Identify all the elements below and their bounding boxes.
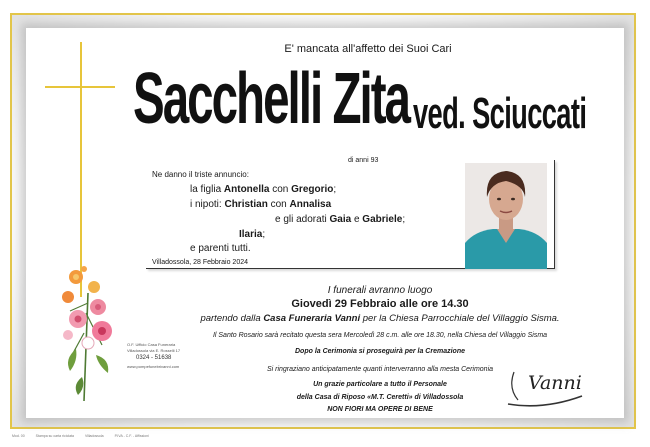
- footer-item: Stampa su carta riciclata: [35, 434, 74, 438]
- special-thanks-line1: Un grazie particolare a tutto il Personale: [313, 381, 447, 388]
- agency-office: O.F. Ufficio Casa Funeraria: [127, 342, 176, 347]
- age-text: di anni 93: [348, 157, 379, 164]
- family-name: Gregorio: [291, 184, 334, 195]
- family-line: [190, 243, 251, 254]
- family-text: con: [269, 184, 292, 195]
- no-flowers-notice: NON FIORI MA OPERE DI BENE: [327, 406, 433, 413]
- portrait-illustration: [465, 163, 547, 269]
- intro-text: E' mancata all'affetto dei Suoi Cari: [284, 43, 452, 55]
- family-line: [190, 184, 336, 195]
- agency-address: Villadossola via E. Rosselli 17: [127, 348, 181, 353]
- flowers-icon: [58, 263, 120, 403]
- family-text: e: [351, 214, 363, 225]
- agency-phone: 0324 - 51638: [136, 355, 172, 361]
- funeral-home-name: Casa Funeraria Vanni: [263, 313, 361, 324]
- funeral-intro: I funerali avranno luogo: [327, 285, 433, 296]
- special-thanks-line2: della Casa di Riposo «M.T. Ceretti» di Villadossola: [296, 394, 464, 401]
- cremation-notice: Dopo la Cerimonia si proseguirà per la Cremazione: [295, 348, 465, 355]
- cross-vertical-bar: [80, 42, 82, 297]
- thanks-notice: Si ringraziano anticipatamente quanti interverranno alla mesta Cerimonia: [266, 366, 494, 373]
- family-line: [275, 214, 405, 225]
- agency-website: www.pompefunebrivanni.com: [127, 364, 180, 369]
- family-name: Christian: [224, 199, 268, 210]
- footer-item: P.IVA - C.F. - Affissioni: [114, 434, 149, 438]
- vanni-logo: Vanni: [528, 372, 582, 394]
- route-text: partendo dalla: [200, 313, 264, 324]
- family-text: la figlia: [190, 184, 224, 195]
- family-text: e parenti tutti.: [190, 243, 251, 254]
- portrait-photo: [465, 163, 547, 269]
- deceased-name: Sacchelli Zita: [133, 59, 410, 139]
- family-line: [239, 229, 265, 240]
- family-name: Annalisa: [289, 199, 332, 210]
- family-text: e gli adorati: [275, 214, 330, 225]
- family-text: ;: [262, 229, 266, 240]
- family-name: Antonella: [223, 184, 270, 195]
- funeral-route: [155, 313, 605, 324]
- family-text: con: [267, 199, 290, 210]
- announcement-title: Ne danno il triste annuncio:: [152, 170, 249, 179]
- family-text: i nipoti:: [190, 199, 225, 210]
- family-name: Gaia: [329, 214, 352, 225]
- print-footer: [12, 434, 159, 438]
- family-text: ;: [333, 184, 337, 195]
- family-name: Gabriele: [362, 214, 403, 225]
- family-text: ;: [402, 214, 406, 225]
- rosary-notice: Il Santo Rosario sarà recitato questa sera Mercoledì 28 c.m. alle ore 18.30, nella Chiesa del Villaggio Sisma: [212, 332, 548, 339]
- footer-item: Mod. 00: [12, 434, 25, 438]
- family-line: [190, 199, 331, 210]
- place-date: Villadossola, 28 Febbraio 2024: [152, 259, 248, 266]
- family-name: Ilaria: [239, 229, 263, 240]
- cross-horizontal-bar: [45, 86, 115, 88]
- footer-item: Villadossola: [84, 434, 104, 438]
- route-text: per la Chiesa Parrocchiale del Villaggio Sisma.: [360, 313, 560, 324]
- widow-of-name: ved. Sciuccati: [413, 89, 587, 138]
- funeral-datetime: Giovedì 29 Febbraio alle ore 14.30: [291, 298, 469, 310]
